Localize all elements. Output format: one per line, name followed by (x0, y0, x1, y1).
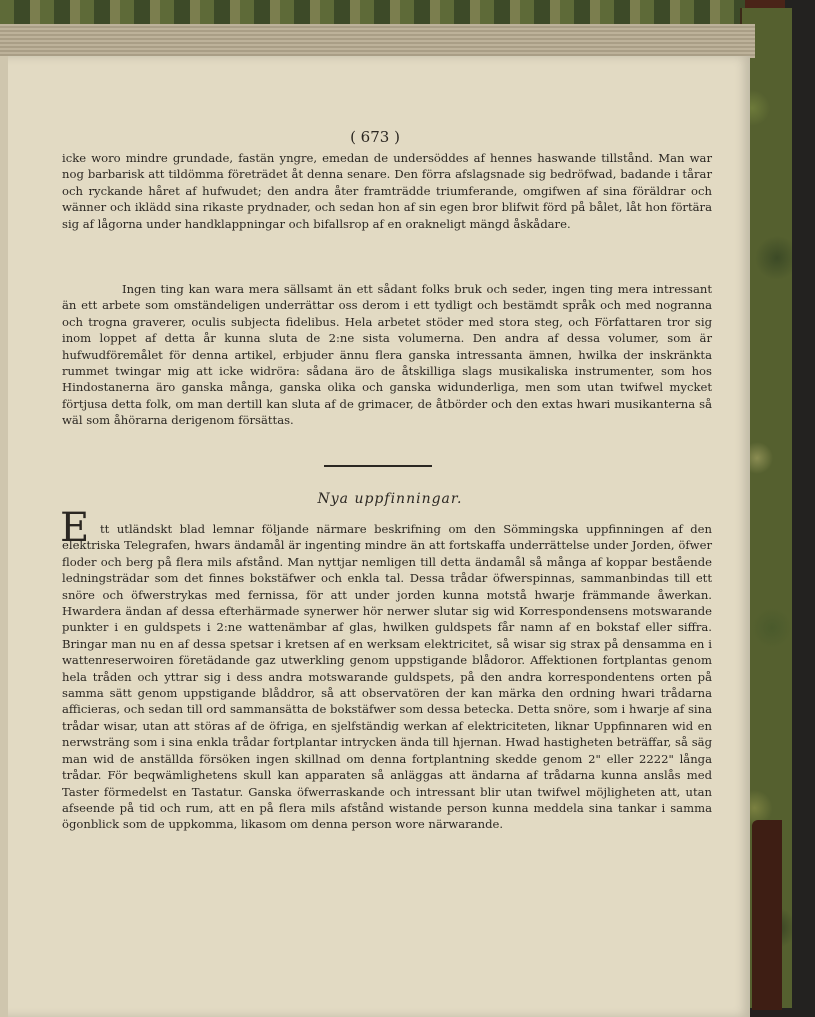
section-divider (324, 465, 432, 467)
book-spine-bottom (752, 820, 782, 1010)
section-heading: Nya uppfinningar. (317, 491, 463, 507)
paragraph-2: Ingen ting kan wara mera sällsamt än ett sådant folks bruk och seder, ingen ting mera intressant än ett arbete som omständeligen underrättar oss derom i ett tydligt och bestämdt språk och med nogranna och trogna graverer, oculis subjecta fidelibus. Hela arbetet stöder med stora steg, och Författaren tror sig inom loppet af detta år kunna sluta de 2:ne sista volumerna. Den andra af dessa volumer, som är hufwudföremålet för denna artikel, erbjuder ännu flera ganska intressanta ämnen, hwilka der inskränkta rummet twingar mig att icke widröra: sådana äro de åtskilliga slags musikaliska instrumenter, som hos Hindostanerna äro ganska många, ganska olika och ganska widunderliga, men som utan twifwel mycket förtjusa detta folk, om man dertill kan sluta af de grimacer, de åtbörder och den extas hwari musikanterna så wäl som åhörarna derigenom försättas. (62, 282, 712, 428)
book-top-edge (0, 0, 760, 26)
paragraph-1: icke woro mindre grundade, fastän yngre, emedan de undersöddes af hennes haswande tillstånd. Man war nog barbarisk att tildömma företrädet åt denna senare. Den förra afslagsnade sig bedröfwad, badande i tårar och ryckande håret af hufwudet; den andra åter framträdde triumferande, omgifwen af sina föräldrar och wänner och iklädd sina rikaste prydnader, och sedan hon af sin egen bror blifwit förd på bålet, låt hon förtära sig af lågorna under handklappningar och bifallsrop af en orakneligt mängd åskådare. (62, 151, 712, 231)
paragraph-3 (62, 521, 712, 833)
page-left-edge (0, 56, 8, 1017)
drop-cap: E (60, 505, 90, 551)
paragraph-3-text: tt utländskt blad lemnar följande närmare beskrifning om den Sömmingska uppfinningen af den elektriska Telegrafen, hwars ändamål är ingenting mindre än att fortskaffa underrättelse under Jorden, öfwer floder och berg på flera mils afstånd. Man nyttjar nemligen till detta ändamål så många af koppar bestående ledningsträdar som det finnes bokstäfwer och enkla tal. Dessa trådar öfwerspinnas, sammanbindas till ett snöre och öfwerstrykas med fernissa, för att under jorden kunna motstå hwarje främmande åwerkan. Hwardera ändan af dessa efterhärmade synerwer hör nerwer slutar sig wid Korrespondensens motswarande punkter i en guldspets i 2:ne wattenämbar af glas, hwilken guldspets får namn af en bokstaf eller siffra. Bringar man nu en af dessa spetsar i kretsen af en werksam elektricitet, så wisar sig strax på densamma en i wattenreserwoiren företädande gaz utwerkling genom uppstigande blådoror. Affektionen fortplantas genom hela tråden och yttrar sig i dess andra motswarande guldspets, på den andra korrespondentens orten på samma sätt genom uppstigande blåddror, så att observatören der kan märka den ordning hwari trådarna afficieras, och sedan till ord sammansätta de bokstäfwer som dessa betecka. Detta snöre, som i hwarje af sina trådar wisar, utan att störas af de öfriga, en sjelfständig werkan af elektriciteten, liknar Uppfinnaren wid en nerwsträng som i sina enkla trådar fortplantar intrycken ända till hjernan. Hwad hastigheten beträffar, så säg man wid de anställda försöken ingen skillnad om denna fortplantning skedde genom 2" eller 2222" långa trådar. För beqwämlighetens skull kan apparaten så anläggas att ändarna af trådarna kunna anslås med Taster förmedelst en Tastatur. Ganska öfwerraskande och intressant blir utan twifwel möjligheten att, utan afseende på tid och rum, att en på flera mils afstånd wistande person kunna meddela sina tankar i samma ögonblick som de uppkomma, likasom om denna person wore närwarande. (62, 522, 712, 832)
page-number: ( 673 ) (350, 128, 400, 146)
page-stack-edge (0, 24, 755, 58)
